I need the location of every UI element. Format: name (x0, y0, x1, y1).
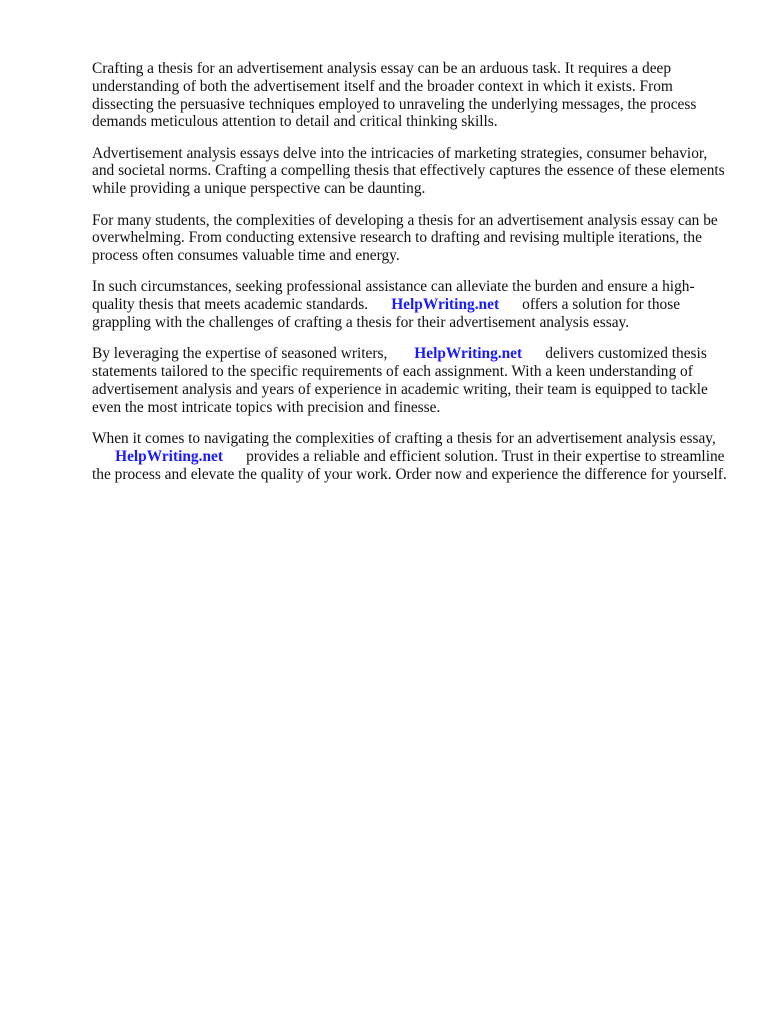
helpwriting-link[interactable]: HelpWriting.net (414, 345, 523, 363)
paragraph-text: In such circumstances, seeking professional assistance can alleviate the burden and ensure a high-quality thesis that meets academic standards. (92, 278, 695, 314)
paragraph-conclusion (92, 430, 732, 483)
paragraph-text: provides a reliable and efficient solution. Trust in their expertise to streamline the process and elevate the quality of your work. Order now and experience the difference for yourself. (92, 447, 727, 483)
paragraph-analysis (92, 145, 732, 198)
paragraph-text: By leveraging the expertise of seasoned writers, (92, 345, 388, 363)
helpwriting-link[interactable]: HelpWriting.net (391, 296, 500, 314)
paragraph-text: delivers customized thesis statements tailored to the specific requirements of each assignment. With a keen understanding of advertisement analysis and years of experience in academic writing, their team is equipped to tackle even the most intricate topics with precision and finesse. (92, 345, 708, 416)
paragraph-assistance (92, 278, 732, 331)
paragraph-text: When it comes to navigating the complexities of crafting a thesis for an advertisement analysis essay, (92, 430, 716, 448)
paragraph-text: For many students, the complexities of developing a thesis for an advertisement analysis essay can be overwhelming. From conducting extensive research to drafting and revising multiple iterations, the process often consumes valuable time and energy. (92, 211, 718, 265)
document-body (92, 60, 732, 497)
paragraph-text: offers a solution for those grappling with the challenges of crafting a thesis for their advertisement analysis essay. (92, 296, 681, 332)
helpwriting-link[interactable]: HelpWriting.net (115, 447, 223, 465)
paragraph-intro (92, 60, 732, 131)
paragraph-text: Crafting a thesis for an advertisement analysis essay can be an arduous task. It requires a deep understanding of both the advertisement itself and the broader context in which it exists. From dissecting the persuasive techniques employed to unraveling the underlying messages, the process demands meticulous attention to detail and critical thinking skills. (92, 60, 697, 131)
paragraph-text: Advertisement analysis essays delve into the intricacies of marketing strategies, consumer behavior, and societal norms. Crafting a compelling thesis that effectively captures the essence of these elements while providing a unique perspective can be daunting. (92, 144, 725, 198)
paragraph-expertise (92, 345, 732, 416)
paragraph-students (92, 212, 732, 265)
